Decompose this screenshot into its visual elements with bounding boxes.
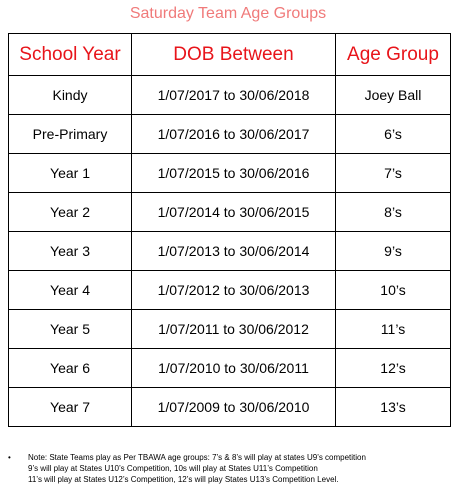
age-group-cell: 8’s (336, 193, 451, 232)
school-year-cell: Year 6 (9, 349, 132, 388)
note-line: 11’s will play at States U12’s Competition, 12’s will play States U13’s Competition Level. (28, 475, 339, 484)
table-row (9, 310, 451, 349)
school-year-cell: Year 3 (9, 232, 132, 271)
age-group-cell: 7’s (336, 154, 451, 193)
age-group-cell: 10’s (336, 271, 451, 310)
table-header-row (9, 34, 451, 76)
dob-range-cell: 1/07/2014 to 30/06/2015 (132, 193, 336, 232)
table-row (9, 271, 451, 310)
dob-range-cell: 1/07/2009 to 30/06/2010 (132, 388, 336, 427)
bullet-icon: • (8, 453, 11, 462)
dob-range-cell: 1/07/2017 to 30/06/2018 (132, 76, 336, 115)
age-group-cell: 9’s (336, 232, 451, 271)
dob-range-cell: 1/07/2012 to 30/06/2013 (132, 271, 336, 310)
age-group-cell: 12’s (336, 349, 451, 388)
table-row (9, 115, 451, 154)
school-year-cell: Year 5 (9, 310, 132, 349)
table-row (9, 388, 451, 427)
note-line: Note: State Teams play as Per TBAWA age groups: 7’s & 8’s will play at states U9’s competition (28, 453, 366, 462)
school-year-cell: Year 2 (9, 193, 132, 232)
header-school-year: School Year (9, 34, 132, 76)
dob-range-cell: 1/07/2015 to 30/06/2016 (132, 154, 336, 193)
table-row (9, 232, 451, 271)
school-year-cell: Year 7 (9, 388, 132, 427)
school-year-cell: Year 1 (9, 154, 132, 193)
table-row (9, 349, 451, 388)
header-dob-between: DOB Between (132, 34, 336, 76)
age-group-cell: 11’s (336, 310, 451, 349)
school-year-cell: Pre-Primary (9, 115, 132, 154)
dob-range-cell: 1/07/2011 to 30/06/2012 (132, 310, 336, 349)
state-teams-note (8, 452, 452, 485)
page-title: Saturday Team Age Groups (129, 5, 327, 22)
age-groups-table (8, 33, 451, 427)
dob-range-cell: 1/07/2010 to 30/06/2011 (132, 349, 336, 388)
school-year-cell: Kindy (9, 76, 132, 115)
school-year-cell: Year 4 (9, 271, 132, 310)
age-group-cell: 6’s (336, 115, 451, 154)
dob-range-cell: 1/07/2013 to 30/06/2014 (132, 232, 336, 271)
table-row (9, 154, 451, 193)
table-row (9, 193, 451, 232)
age-group-cell: 13’s (336, 388, 451, 427)
age-group-cell: Joey Ball (336, 76, 451, 115)
note-line: 9’s will play at States U10’s Competition, 10s will play at States U11’s Competition (28, 464, 318, 473)
header-age-group: Age Group (336, 34, 451, 76)
table-row (9, 76, 451, 115)
dob-range-cell: 1/07/2016 to 30/06/2017 (132, 115, 336, 154)
